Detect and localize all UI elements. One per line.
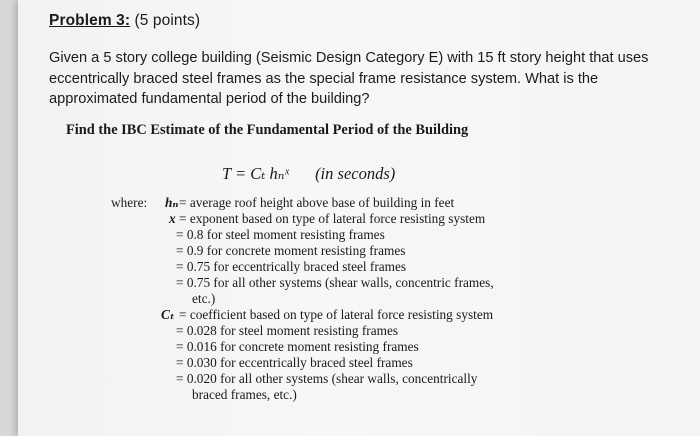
ct-value-eccentric-braced: = 0.030 for eccentrically braced steel frames — [176, 355, 413, 370]
ct-value-steel-moment: = 0.028 for steel moment resisting frames — [176, 323, 399, 338]
period-formula — [222, 164, 395, 184]
x-value-eccentric-braced: = 0.75 for eccentrically braced steel frames — [176, 259, 407, 274]
section-heading: Find the IBC Estimate of the Fundamental Period of the Building — [66, 122, 469, 138]
formula-units: (in seconds) — [315, 164, 396, 183]
ct-symbol: Cₜ — [161, 307, 175, 322]
x-value-steel-moment: = 0.8 for steel moment resisting frames — [176, 227, 385, 242]
x-value-concrete-moment: = 0.9 for concrete moment resisting frames — [176, 243, 406, 258]
hn-symbol: hₙ — [165, 195, 179, 210]
ct-value-other-systems: = 0.020 for all other systems (shear walls, concentrically — [176, 371, 478, 386]
formula-equation: T = Cₜ hₙˣ — [222, 164, 290, 183]
x-definition: = exponent based on type of lateral force resisting system — [179, 211, 486, 226]
document-page — [18, 0, 700, 436]
problem-points: (5 points) — [130, 12, 201, 29]
problem-title — [49, 12, 200, 30]
ct-value-concrete-moment: = 0.016 for concrete moment resisting frames — [176, 339, 419, 354]
where-label: where: — [111, 195, 148, 210]
x-value-other-systems: = 0.75 for all other systems (shear walls, concentric frames, — [176, 275, 494, 290]
x-symbol: x — [169, 211, 176, 226]
ct-definition: = coefficient based on type of lateral force resisting system — [179, 307, 494, 322]
x-value-other-systems-cont: etc.) — [192, 291, 216, 306]
problem-label: Problem 3: — [49, 12, 131, 29]
hn-definition: = average roof height above base of building in feet — [179, 195, 455, 210]
ct-value-other-systems-cont: braced frames, etc.) — [192, 387, 297, 402]
problem-statement: Given a 5 story college building (Seismic Design Category E) with 15 ft story height that uses eccentrically braced steel frames as the special frame resistance system. What is the approximated fundamental period of the building? — [49, 50, 649, 107]
